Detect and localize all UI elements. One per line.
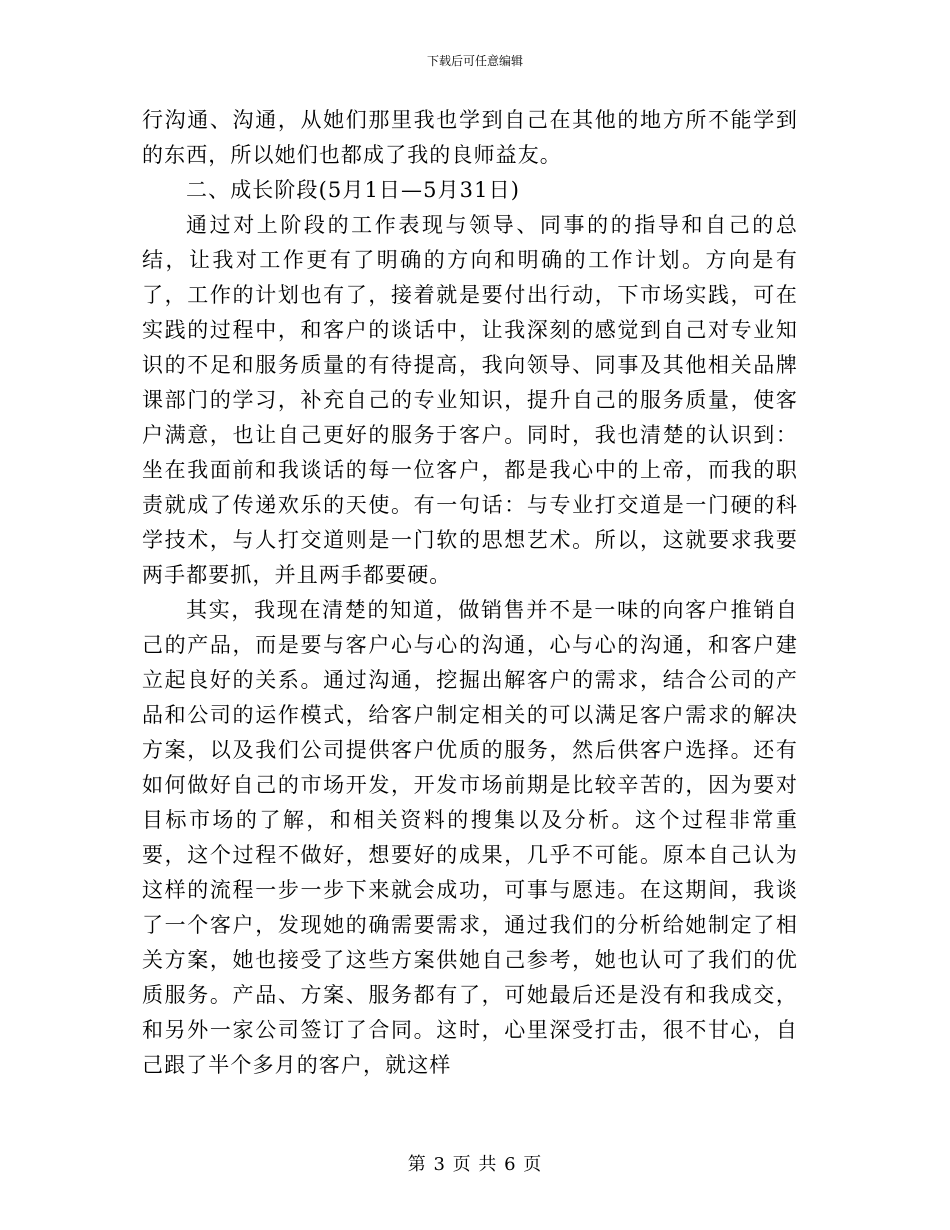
paragraph: 通过对上阶段的工作表现与领导、同事的的指导和自己的总结，让我对工作更有了明确的方向和明确的工作计划。方向是有了，工作的计划也有了，接着就是要付出行动，下市场实践，可在实践的过程中，和客户的谈话中，让我深刻的感觉到自己对专业知识的不足和服务质量的有待提高，我向领导、同事及其他相关品牌课部门的学习，补充自己的专业知识，提升自己的服务质量，使客户满意，也让自己更好的服务于客户。同时，我也清楚的认识到：坐在我面前和我谈话的每一位客户，都是我心中的上帝，而我的职责就成了传递欢乐的天使。有一句话：与专业打交道是一门硬的科学技术，与人打交道则是一门软的思想艺术。所以，这就要求我要两手都要抓，并且两手都要硬。: [142, 213, 798, 587]
page-header: 下载后可任意编辑: [426, 54, 523, 68]
paragraph: 行沟通、沟通，从她们那里我也学到自己在其他的地方所不能学到的东西，所以她们也都成了我的良师益友。: [142, 108, 798, 167]
page-number-footer: 第 3 页 共 6 页: [407, 1154, 543, 1175]
section-heading: 二、成长阶段(5月1日—5月31日): [186, 178, 520, 202]
paragraph: 其实，我现在清楚的知道，做销售并不是一味的向客户推销自己的产品，而是要与客户心与心的沟通，心与心的沟通，和客户建立起良好的关系。通过沟通，挖掘出解客户的需求，结合公司的产品和公司的运作模式，给客户制定相关的可以满足客户需求的解决方案，以及我们公司提供客户优质的服务，然后供客户选择。还有如何做好自己的市场开发，开发市场前期是比较辛苦的，因为要对目标市场的了解，和相关资料的搜集以及分析。这个过程非常重要，这个过程不做好，想要好的成果，几乎不可能。原本自己认为这样的流程一步一步下来就会成功，可事与愿违。在这期间，我谈了一个客户，发现她的确需要需求，通过我们的分析给她制定了相关方案，她也接受了这些方案供她自己参考，她也认可了我们的优质服务。产品、方案、服务都有了，可她最后还是没有和我成交，和另外一家公司签订了合同。这时，心里深受打击，很不甘心，自己跟了半个多月的客户，就这样: [142, 598, 798, 1077]
document-body: [142, 103, 798, 1083]
